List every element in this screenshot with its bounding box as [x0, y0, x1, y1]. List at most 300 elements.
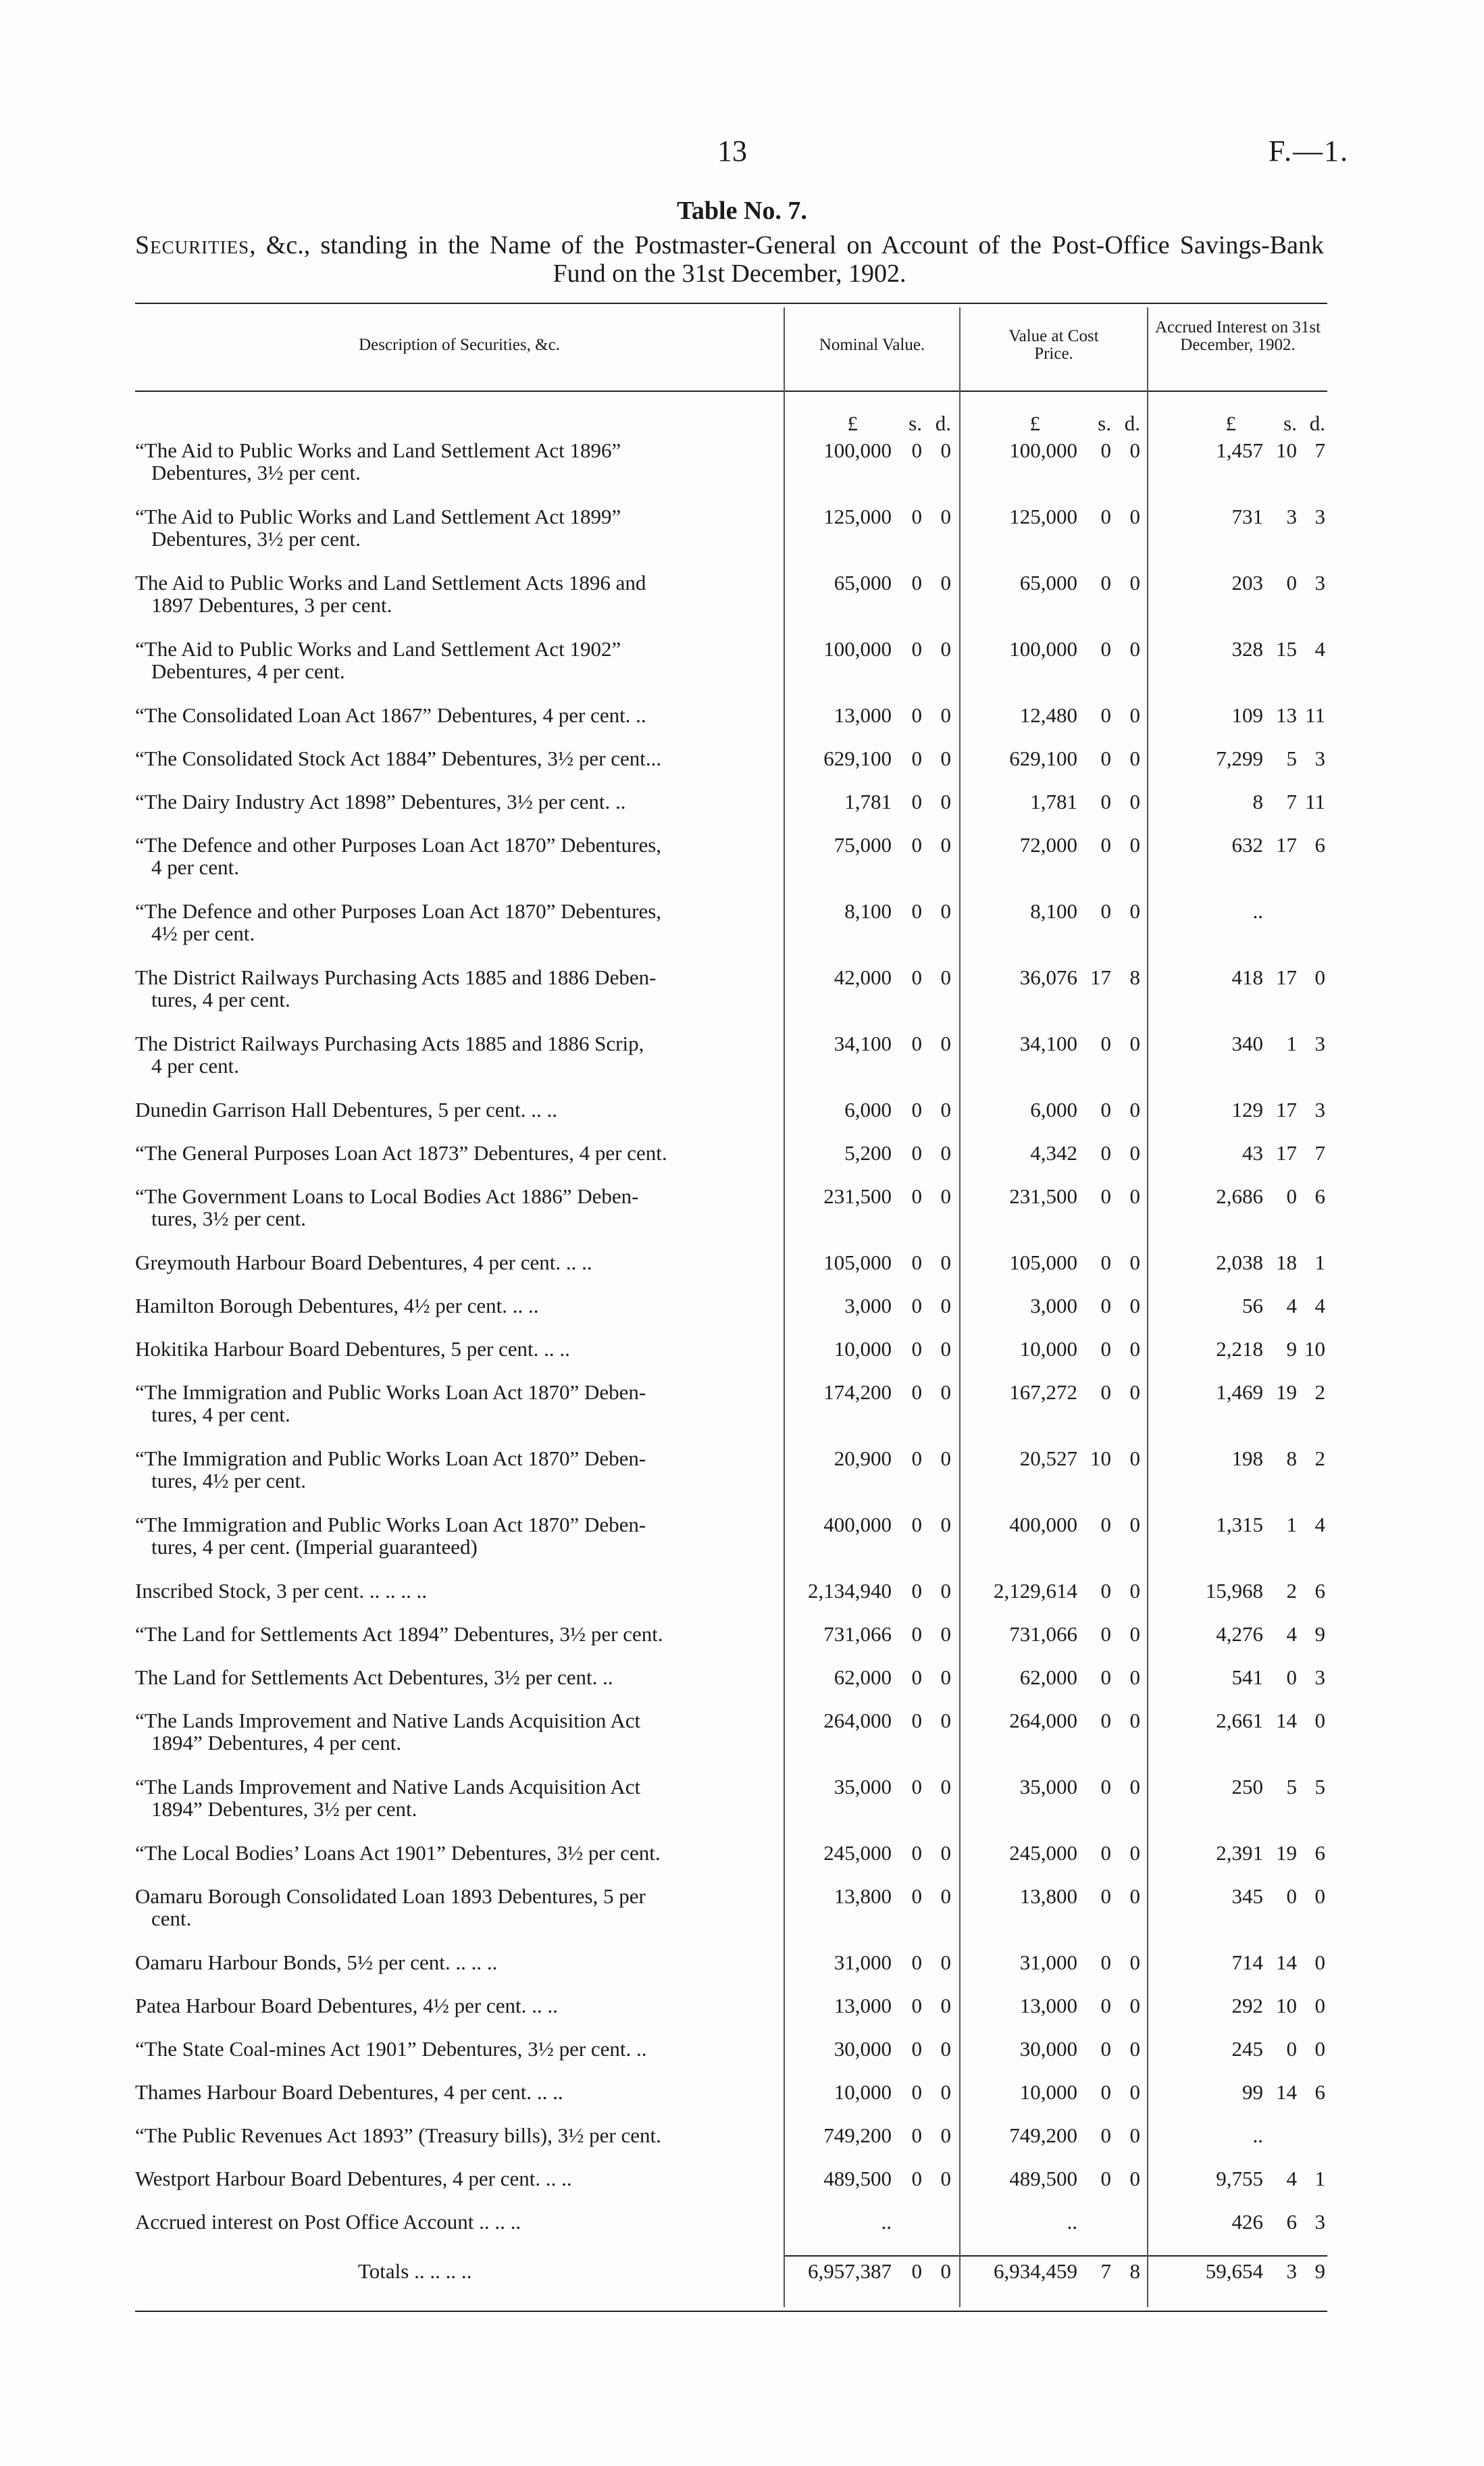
- cost-shillings: 0: [1100, 1709, 1111, 1732]
- description-line-1: “The Aid to Public Works and Land Settlement Act 1899”: [135, 505, 621, 528]
- cost-pence: 0: [1129, 1884, 1140, 1908]
- nominal-pounds: 10,000: [834, 2080, 892, 2104]
- cost-pounds: 34,100: [1019, 1032, 1077, 1055]
- interest-pounds: ..: [1252, 899, 1263, 923]
- security-description: [135, 1776, 777, 1820]
- nominal-shillings: 0: [911, 703, 922, 727]
- description-line-1: “The Defence and other Purposes Loan Act 1870” Debentures,: [135, 833, 662, 857]
- nominal-shillings: 0: [911, 1141, 922, 1165]
- interest-pence: 7: [1314, 1141, 1325, 1165]
- description-line-2: 1894” Debentures, 3½ per cent.: [151, 1797, 417, 1821]
- cost-pence: 0: [1129, 833, 1140, 857]
- nominal-shillings: 0: [911, 1951, 922, 1974]
- unit-shilling: s.: [1283, 411, 1297, 435]
- interest-shillings: 17: [1276, 833, 1297, 857]
- interest-shillings: 14: [1276, 1951, 1297, 1974]
- cost-shillings: 0: [1100, 833, 1111, 857]
- security-description: [135, 1381, 777, 1426]
- cost-pence: 0: [1129, 1032, 1140, 1055]
- description-line-1: “The Immigration and Public Works Loan Act 1870” Deben-: [135, 1446, 646, 1470]
- nominal-shillings: 0: [911, 1513, 922, 1536]
- cost-pounds: 489,500: [1009, 2167, 1077, 2190]
- description-line-2: 4 per cent.: [151, 1054, 239, 1078]
- totals-label: Totals .. .. .. ..: [358, 2259, 472, 2283]
- cost-pence: 0: [1129, 790, 1140, 813]
- interest-shillings: 0: [1286, 2037, 1297, 2061]
- description-line-2: tures, 3½ per cent.: [151, 1207, 306, 1230]
- nominal-pounds: 3,000: [844, 1294, 892, 1317]
- interest-pounds: 345: [1231, 1884, 1263, 1908]
- nominal-shillings: 0: [911, 1622, 922, 1646]
- nominal-pence: 0: [940, 1994, 951, 2017]
- interest-pounds: 1,457: [1216, 438, 1263, 462]
- interest-shillings: 1: [1286, 1513, 1297, 1536]
- totals-interest-pounds: 59,654: [1205, 2259, 1263, 2283]
- description-line-1: Thames Harbour Board Debentures, 4 per cent. .. ..: [135, 2080, 563, 2104]
- description-line-2: 4½ per cent.: [151, 922, 255, 945]
- nominal-pounds: 31,000: [834, 1951, 892, 1974]
- description-line-1: Patea Harbour Board Debentures, 4½ per cent. .. ..: [135, 1994, 558, 2017]
- cost-pence: 0: [1129, 1098, 1140, 1122]
- interest-shillings: 6: [1286, 2210, 1297, 2234]
- cost-pounds: 105,000: [1009, 1251, 1077, 1274]
- cost-pounds: 749,200: [1009, 2123, 1077, 2147]
- security-description: [135, 572, 777, 616]
- cost-pence: 0: [1129, 1775, 1140, 1798]
- interest-shillings: 0: [1286, 1184, 1297, 1208]
- cost-shillings: 0: [1100, 1665, 1111, 1689]
- interest-pence: 0: [1314, 965, 1325, 989]
- description-line-1: The District Railways Purchasing Acts 1885 and 1886 Deben-: [135, 965, 657, 989]
- cost-pence: 0: [1129, 2123, 1140, 2147]
- security-description: [135, 1885, 777, 1930]
- security-description: [135, 1338, 777, 1360]
- cost-pounds: 100,000: [1009, 637, 1077, 661]
- cost-pence: 0: [1129, 1665, 1140, 1689]
- nominal-pence: 0: [940, 833, 951, 857]
- unit-shilling: s.: [1098, 411, 1111, 435]
- cost-shillings: 0: [1100, 505, 1111, 528]
- nominal-pence: 0: [940, 1380, 951, 1404]
- interest-shillings: 0: [1286, 1665, 1297, 1689]
- interest-pence: 3: [1314, 571, 1325, 595]
- totals-cost-shillings: 7: [1100, 2259, 1111, 2283]
- interest-pounds: 8: [1252, 790, 1263, 813]
- description-line-1: “The Aid to Public Works and Land Settlement Act 1896”: [135, 438, 621, 462]
- interest-pounds: 99: [1242, 2080, 1263, 2104]
- nominal-pounds: 6,000: [844, 1098, 892, 1122]
- security-description: [135, 505, 777, 550]
- nominal-shillings: 0: [911, 1251, 922, 1274]
- nominal-pence: 0: [940, 1951, 951, 1974]
- nominal-shillings: 0: [911, 1579, 922, 1603]
- interest-shillings: 5: [1286, 1775, 1297, 1798]
- description-line-2: Debentures, 4 per cent.: [151, 659, 345, 683]
- security-description: [135, 1994, 777, 2017]
- description-line-1: “The General Purposes Loan Act 1873” Debentures, 4 per cent.: [135, 1141, 667, 1165]
- cost-pounds: 3,000: [1030, 1294, 1077, 1317]
- cost-shillings: 0: [1100, 1622, 1111, 1646]
- cost-shillings: 0: [1100, 1184, 1111, 1208]
- description-line-2: tures, 4 per cent. (Imperial guaranteed): [151, 1535, 478, 1559]
- security-description: [135, 790, 777, 813]
- cost-pounds: 13,000: [1019, 1994, 1077, 2017]
- nominal-pence: 0: [940, 2167, 951, 2190]
- unit-pound: £: [1029, 411, 1040, 435]
- interest-pounds: 1,469: [1216, 1380, 1263, 1404]
- security-description: [135, 966, 777, 1011]
- security-description: [135, 834, 777, 878]
- cost-shillings: 0: [1100, 1141, 1111, 1165]
- security-description: [135, 1709, 777, 1754]
- interest-shillings: 8: [1286, 1446, 1297, 1470]
- cost-pence: 0: [1129, 1951, 1140, 1974]
- interest-shillings: 5: [1286, 747, 1297, 770]
- interest-pence: 4: [1314, 637, 1325, 661]
- nominal-pence: 0: [940, 1446, 951, 1470]
- cost-shillings: 0: [1100, 1579, 1111, 1603]
- interest-pounds: 292: [1231, 1994, 1263, 2017]
- cost-pence: 0: [1129, 505, 1140, 528]
- cost-pounds: 10,000: [1019, 1337, 1077, 1361]
- interest-shillings: 7: [1286, 790, 1297, 813]
- description-line-1: The District Railways Purchasing Acts 1885 and 1886 Scrip,: [135, 1032, 644, 1055]
- nominal-pounds: 231,500: [823, 1184, 892, 1208]
- cost-pounds: 1,781: [1030, 790, 1077, 813]
- cost-pence: 0: [1129, 1251, 1140, 1274]
- nominal-pounds: 42,000: [834, 965, 892, 989]
- description-line-1: Inscribed Stock, 3 per cent. .. .. .. ..: [135, 1579, 428, 1603]
- interest-pence: 3: [1314, 505, 1325, 528]
- description-line-2: 1897 Debentures, 3 per cent.: [151, 593, 392, 617]
- nominal-pence: 0: [940, 2037, 951, 2061]
- cost-pence: 0: [1129, 1709, 1140, 1732]
- interest-pounds: ..: [1252, 2123, 1263, 2147]
- description-line-1: Hamilton Borough Debentures, 4½ per cent. .. ..: [135, 1294, 539, 1317]
- nominal-pounds: 264,000: [823, 1709, 892, 1732]
- totals-top-rule: [784, 2255, 1327, 2257]
- nominal-pounds: 105,000: [823, 1251, 892, 1274]
- cost-shillings: 0: [1100, 1841, 1111, 1865]
- totals-interest-pence: 9: [1314, 2259, 1325, 2283]
- description-line-1: Dunedin Garrison Hall Debentures, 5 per cent. .. ..: [135, 1098, 557, 1122]
- totals-cost-pounds: 6,934,459: [994, 2259, 1077, 2283]
- interest-pence: 11: [1305, 790, 1325, 813]
- interest-pounds: 15,968: [1205, 1579, 1263, 1603]
- description-line-1: Greymouth Harbour Board Debentures, 4 per cent. .. ..: [135, 1251, 592, 1274]
- interest-pounds: 2,038: [1216, 1251, 1263, 1274]
- interest-pence: 0: [1314, 1709, 1325, 1732]
- unit-pence: d.: [1309, 411, 1325, 435]
- nominal-shillings: 0: [911, 571, 922, 595]
- interest-shillings: 2: [1286, 1579, 1297, 1603]
- nominal-pounds: 62,000: [834, 1665, 892, 1689]
- interest-pounds: 632: [1231, 833, 1263, 857]
- nominal-pounds: 1,781: [844, 790, 892, 813]
- cost-pence: 0: [1129, 1622, 1140, 1646]
- description-line-1: “The Dairy Industry Act 1898” Debentures, 3½ per cent. ..: [135, 790, 626, 813]
- interest-pence: 6: [1314, 1579, 1325, 1603]
- cost-shillings: 0: [1100, 1513, 1111, 1536]
- nominal-pence: 0: [940, 1337, 951, 1361]
- nominal-shillings: 0: [911, 1841, 922, 1865]
- table-title: Table No. 7.: [677, 197, 807, 225]
- cost-pounds: 36,076: [1019, 965, 1077, 989]
- unit-pound: £: [1225, 411, 1236, 435]
- interest-pence: 1: [1314, 2167, 1325, 2190]
- nominal-shillings: 0: [911, 965, 922, 989]
- cost-shillings: 0: [1100, 1337, 1111, 1361]
- nominal-pence: 0: [940, 438, 951, 462]
- nominal-shillings: 0: [911, 899, 922, 923]
- interest-pounds: 731: [1231, 505, 1263, 528]
- nominal-pence: 0: [940, 637, 951, 661]
- cost-pounds: 13,800: [1019, 1884, 1077, 1908]
- security-description: [135, 1294, 777, 1317]
- nominal-pounds: 489,500: [823, 2167, 892, 2190]
- security-description: [135, 900, 777, 945]
- description-line-1: Hokitika Harbour Board Debentures, 5 per cent. .. ..: [135, 1337, 570, 1361]
- description-line-2: tures, 4 per cent.: [151, 1403, 290, 1426]
- cost-pence: 0: [1129, 703, 1140, 727]
- interest-pence: 3: [1314, 747, 1325, 770]
- nominal-shillings: 0: [911, 1775, 922, 1798]
- header-interest: Accrued Interest on 31st December, 1902.: [1154, 318, 1321, 354]
- cost-shillings: 0: [1100, 1775, 1111, 1798]
- header-cost: Value at Cost Price.: [1008, 327, 1099, 363]
- interest-pounds: 2,686: [1216, 1184, 1263, 1208]
- nominal-pounds: 13,800: [834, 1884, 892, 1908]
- nominal-pence: 0: [940, 505, 951, 528]
- interest-pence: 0: [1314, 1951, 1325, 1974]
- cost-pounds: 20,527: [1019, 1446, 1077, 1470]
- cost-shillings: 0: [1100, 2167, 1111, 2190]
- nominal-pounds: 100,000: [823, 438, 892, 462]
- nominal-pence: 0: [940, 1141, 951, 1165]
- nominal-pounds: 20,900: [834, 1446, 892, 1470]
- nominal-pence: 0: [940, 703, 951, 727]
- interest-shillings: 0: [1286, 571, 1297, 595]
- description-line-1: Westport Harbour Board Debentures, 4 per cent. .. ..: [135, 2167, 572, 2190]
- description-line-1: Oamaru Borough Consolidated Loan 1893 Debentures, 5 per: [135, 1884, 646, 1908]
- cost-pounds: 30,000: [1019, 2037, 1077, 2061]
- description-line-1: “The Defence and other Purposes Loan Act 1870” Debentures,: [135, 899, 662, 923]
- cost-shillings: 0: [1100, 703, 1111, 727]
- cost-pounds: 731,066: [1009, 1622, 1077, 1646]
- cost-pence: 0: [1129, 1184, 1140, 1208]
- description-line-1: Accrued interest on Post Office Account .. .. ..: [135, 2210, 521, 2234]
- interest-pounds: 9,755: [1216, 2167, 1263, 2190]
- security-description: [135, 1099, 777, 1121]
- nominal-pounds: 34,100: [834, 1032, 892, 1055]
- interest-pounds: 328: [1231, 637, 1263, 661]
- nominal-pounds: ..: [881, 2210, 892, 2234]
- nominal-shillings: 0: [911, 1884, 922, 1908]
- cost-shillings: 0: [1100, 438, 1111, 462]
- cost-pence: 0: [1129, 1513, 1140, 1536]
- document-code: F.—1.: [1269, 134, 1349, 168]
- cost-pence: 0: [1129, 438, 1140, 462]
- unit-pound: £: [847, 411, 858, 435]
- cost-pence: 0: [1129, 1337, 1140, 1361]
- cost-shillings: 0: [1100, 1951, 1111, 1974]
- interest-shillings: 4: [1286, 2167, 1297, 2190]
- description-line-1: “The State Coal-mines Act 1901” Debentures, 3½ per cent. ..: [135, 2037, 647, 2061]
- interest-pence: 4: [1314, 1513, 1325, 1536]
- nominal-pounds: 30,000: [834, 2037, 892, 2061]
- subtitle-text: , &c., standing in the Name of the Postmaster-General on Account of the Post-Office Savings-Bank Fund on the 31st December, 1902.: [249, 231, 1324, 288]
- interest-pounds: 198: [1231, 1446, 1263, 1470]
- security-description: [135, 1185, 777, 1230]
- cost-pence: 0: [1129, 2080, 1140, 2104]
- interest-pence: 6: [1314, 1184, 1325, 1208]
- nominal-shillings: 0: [911, 1098, 922, 1122]
- interest-pounds: 1,315: [1216, 1513, 1263, 1536]
- description-line-1: “The Government Loans to Local Bodies Act 1886” Deben-: [135, 1184, 639, 1208]
- interest-pence: 9: [1314, 1622, 1325, 1646]
- nominal-pounds: 13,000: [834, 1994, 892, 2017]
- totals-nominal-pounds: 6,957,387: [808, 2259, 892, 2283]
- description-line-1: “The Aid to Public Works and Land Settlement Act 1902”: [135, 637, 621, 661]
- cost-shillings: 0: [1100, 1380, 1111, 1404]
- nominal-shillings: 0: [911, 1994, 922, 2017]
- unit-shilling: s.: [909, 411, 922, 435]
- interest-pence: 10: [1304, 1337, 1325, 1361]
- nominal-pence: 0: [940, 1251, 951, 1274]
- interest-pence: 2: [1314, 1380, 1325, 1404]
- description-line-2: tures, 4½ per cent.: [151, 1469, 306, 1492]
- interest-pence: 3: [1314, 2210, 1325, 2234]
- nominal-shillings: 0: [911, 637, 922, 661]
- nominal-pounds: 245,000: [823, 1841, 892, 1865]
- description-line-1: “The Consolidated Stock Act 1884” Debentures, 3½ per cent...: [135, 747, 662, 770]
- description-line-1: The Land for Settlements Act Debentures, 3½ per cent. ..: [135, 1665, 613, 1689]
- unit-pence: d.: [935, 411, 951, 435]
- cost-shillings: 0: [1100, 899, 1111, 923]
- cost-pence: 0: [1129, 1994, 1140, 2017]
- unit-pence: d.: [1124, 411, 1140, 435]
- interest-shillings: 19: [1276, 1841, 1297, 1865]
- cost-pounds: 8,100: [1030, 899, 1077, 923]
- interest-pounds: 4,276: [1216, 1622, 1263, 1646]
- nominal-pence: 0: [940, 899, 951, 923]
- cost-pence: 0: [1129, 1446, 1140, 1470]
- nominal-pence: 0: [940, 1513, 951, 1536]
- nominal-pence: 0: [940, 1775, 951, 1798]
- totals-interest-shillings: 3: [1286, 2259, 1297, 2283]
- interest-pounds: 7,299: [1216, 747, 1263, 770]
- cost-shillings: 0: [1100, 790, 1111, 813]
- description-line-1: “The Lands Improvement and Native Lands Acquisition Act: [135, 1709, 641, 1732]
- nominal-pounds: 8,100: [844, 899, 892, 923]
- nominal-pounds: 10,000: [834, 1337, 892, 1361]
- cost-shillings: 0: [1100, 571, 1111, 595]
- security-description: [135, 2211, 777, 2233]
- nominal-pence: 0: [940, 1032, 951, 1055]
- interest-shillings: 19: [1276, 1380, 1297, 1404]
- nominal-shillings: 0: [911, 2037, 922, 2061]
- nominal-shillings: 0: [911, 1337, 922, 1361]
- nominal-pence: 0: [940, 1709, 951, 1732]
- interest-pence: 1: [1314, 1251, 1325, 1274]
- description-line-2: 1894” Debentures, 4 per cent.: [151, 1731, 402, 1755]
- cost-shillings: 10: [1090, 1446, 1111, 1470]
- cost-pence: 0: [1129, 571, 1140, 595]
- description-line-1: “The Immigration and Public Works Loan Act 1870” Deben-: [135, 1380, 646, 1404]
- cost-pence: 0: [1129, 747, 1140, 770]
- cost-pounds: 6,000: [1030, 1098, 1077, 1122]
- security-description: [135, 747, 777, 770]
- cost-pounds: 245,000: [1009, 1841, 1077, 1865]
- nominal-pounds: 13,000: [834, 703, 892, 727]
- cost-pounds: 629,100: [1009, 747, 1077, 770]
- nominal-shillings: 0: [911, 1709, 922, 1732]
- nominal-pounds: 629,100: [823, 747, 892, 770]
- cost-shillings: 0: [1100, 1098, 1111, 1122]
- nominal-pounds: 5,200: [844, 1141, 892, 1165]
- cost-pounds: 65,000: [1019, 571, 1077, 595]
- nominal-pence: 0: [940, 2123, 951, 2147]
- subtitle-caps: Securities: [135, 231, 250, 259]
- table-subtitle: [135, 231, 1324, 288]
- interest-shillings: 0: [1286, 1884, 1297, 1908]
- nominal-pence: 0: [940, 1098, 951, 1122]
- security-description: [135, 1142, 777, 1164]
- description-line-1: “The Public Revenues Act 1893” (Treasury bills), 3½ per cent.: [135, 2123, 661, 2147]
- cost-pence: 8: [1129, 965, 1140, 989]
- description-line-2: Debentures, 3½ per cent.: [151, 461, 361, 484]
- cost-pence: 0: [1129, 2037, 1140, 2061]
- nominal-pounds: 75,000: [834, 833, 892, 857]
- description-line-1: The Aid to Public Works and Land Settlement Acts 1896 and: [135, 571, 646, 595]
- cost-shillings: 0: [1100, 747, 1111, 770]
- description-line-2: tures, 4 per cent.: [151, 988, 290, 1011]
- cost-pence: 0: [1129, 899, 1140, 923]
- interest-pence: 2: [1314, 1446, 1325, 1470]
- interest-pounds: 203: [1231, 571, 1263, 595]
- cost-pounds: ..: [1067, 2210, 1077, 2234]
- totals-cost-pence: 8: [1129, 2259, 1140, 2283]
- cost-pounds: 10,000: [1019, 2080, 1077, 2104]
- interest-pounds: 2,391: [1216, 1841, 1263, 1865]
- interest-pounds: 418: [1231, 965, 1263, 989]
- nominal-shillings: 0: [911, 1665, 922, 1689]
- cost-pence: 0: [1129, 637, 1140, 661]
- nominal-shillings: 0: [911, 747, 922, 770]
- cost-pence: 0: [1129, 2167, 1140, 2190]
- description-line-2: cent.: [151, 1907, 192, 1930]
- interest-shillings: 14: [1276, 2080, 1297, 2104]
- cost-pounds: 100,000: [1009, 438, 1077, 462]
- interest-pounds: 714: [1231, 1951, 1263, 1974]
- cost-pence: 0: [1129, 1141, 1140, 1165]
- cost-pounds: 12,480: [1019, 703, 1077, 727]
- interest-pounds: 2,218: [1216, 1337, 1263, 1361]
- nominal-pence: 0: [940, 1841, 951, 1865]
- security-description: [135, 1580, 777, 1602]
- description-line-1: “The Land for Settlements Act 1894” Debentures, 3½ per cent.: [135, 1622, 663, 1646]
- nominal-pence: 0: [940, 1294, 951, 1317]
- security-description: [135, 1666, 777, 1688]
- cost-pounds: 125,000: [1009, 505, 1077, 528]
- interest-pounds: 109: [1231, 703, 1263, 727]
- interest-shillings: 1: [1286, 1032, 1297, 1055]
- interest-pence: 7: [1314, 438, 1325, 462]
- nominal-pence: 0: [940, 1665, 951, 1689]
- cost-pounds: 72,000: [1019, 833, 1077, 857]
- security-description: [135, 1842, 777, 1864]
- interest-shillings: 10: [1276, 438, 1297, 462]
